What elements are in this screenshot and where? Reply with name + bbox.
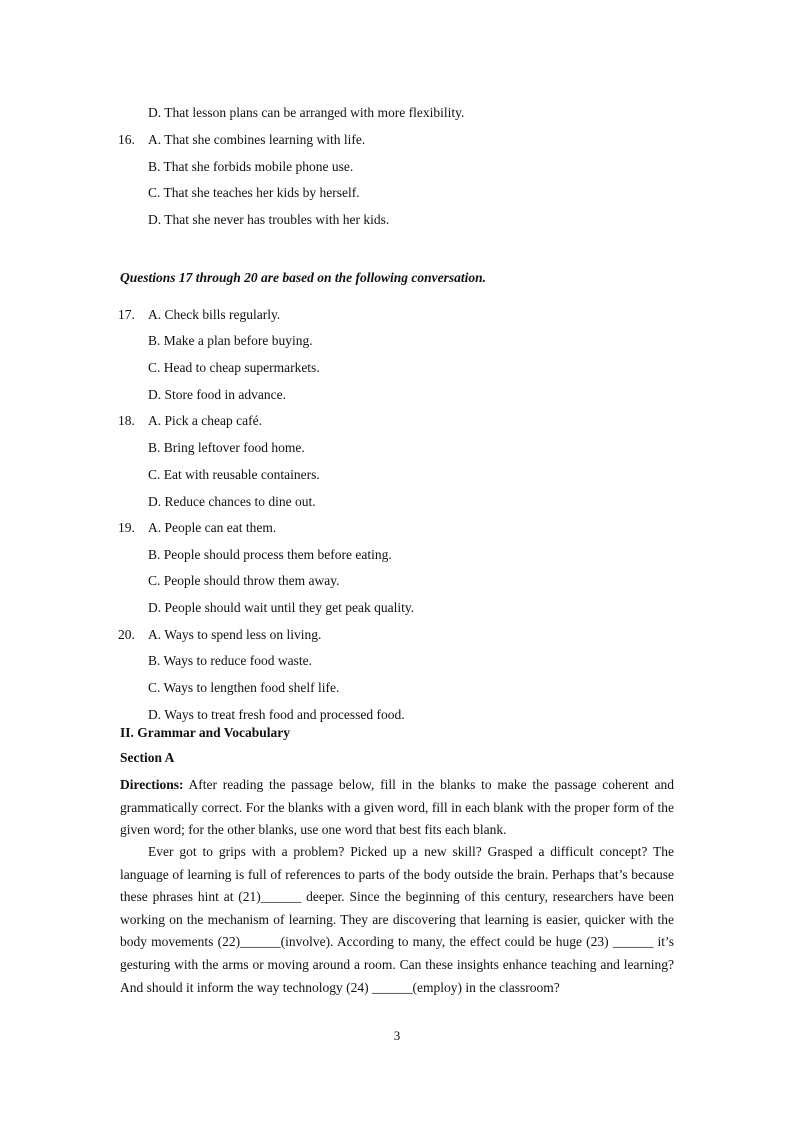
- conversation-heading: Questions 17 through 20 are based on the following conversation.: [120, 270, 487, 285]
- q17-option-d: D. Store food in advance.: [148, 387, 286, 402]
- q16-option-b: B. That she forbids mobile phone use.: [148, 159, 354, 174]
- q17-number: 17.: [118, 307, 135, 322]
- q17-option-c: C. Head to cheap supermarkets.: [148, 360, 320, 375]
- q18-number: 18.: [118, 413, 135, 428]
- q16-option-c: C. That she teaches her kids by herself.: [148, 185, 360, 200]
- q18-option-a: A. Pick a cheap café.: [148, 413, 262, 428]
- q18-option-b: B. Bring leftover food home.: [148, 440, 305, 455]
- q17-option-b: B. Make a plan before buying.: [148, 333, 313, 348]
- q20-option-c: C. Ways to lengthen food shelf life.: [148, 680, 340, 695]
- q18-option-c: C. Eat with reusable containers.: [148, 467, 320, 482]
- q19-number: 19.: [118, 520, 135, 535]
- q17-option-a: A. Check bills regularly.: [148, 307, 281, 322]
- q18-option-d: D. Reduce chances to dine out.: [148, 494, 316, 509]
- q20-number: 20.: [118, 627, 135, 642]
- q19-option-b: B. People should process them before eating.: [148, 547, 392, 562]
- directions-label: Directions:: [120, 777, 184, 792]
- q16-option-d: D. That she never has troubles with her kids.: [148, 212, 390, 227]
- q19-option-a: A. People can eat them.: [148, 520, 277, 535]
- page-number: 3: [393, 1028, 401, 1043]
- passage-paragraph: Ever got to grips with a problem? Picked up a new skill? Grasped a difficult concept? The language of learning is full of references to parts of the body outside the brain. Perhaps that’s because these phrases hint at (21)______ deeper. Since the beginning of this century, researchers have been working on the mechanism of learning. They are discovering that learning is easier, quicker with the body movements (22)______(involve). According to many, the effect could be huge (23) ______ it’s gesturing with the arms or moving around a room. Can these insights enhance teaching and learning? And should it inform the way technology (24) ______(employ) in the classroom?: [120, 844, 674, 995]
- q19-option-d: D. People should wait until they get peak quality.: [148, 600, 415, 615]
- part-ii-heading: II. Grammar and Vocabulary: [120, 725, 291, 740]
- directions-text: After reading the passage below, fill in the blanks to make the passage coherent and grammatically correct. For the blanks with a given word, fill in each blank with the proper form of the given word; for the other blanks, use one word that best fits each blank.: [120, 777, 674, 838]
- q16-option-a: A. That she combines learning with life.: [148, 132, 366, 147]
- q19-option-c: C. People should throw them away.: [148, 573, 340, 588]
- q16-number: 16.: [118, 132, 135, 147]
- q20-option-b: B. Ways to reduce food waste.: [148, 653, 312, 668]
- q20-option-a: A. Ways to spend less on living.: [148, 627, 322, 642]
- q15-option-d: D. That lesson plans can be arranged with more flexibility.: [148, 105, 465, 120]
- directions-paragraph: [120, 774, 674, 842]
- q20-option-d: D. Ways to treat fresh food and processed food.: [148, 707, 405, 722]
- section-a-heading: Section A: [120, 750, 175, 765]
